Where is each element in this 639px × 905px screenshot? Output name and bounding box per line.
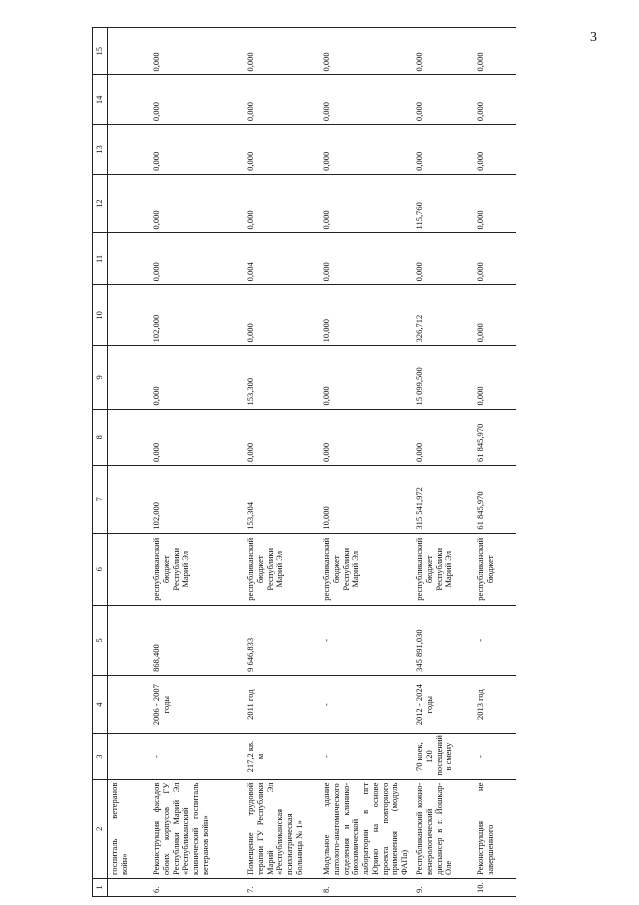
column-header: 15 (93, 28, 108, 76)
cell (108, 174, 151, 233)
cell-value: 326,712 (413, 285, 474, 346)
cell-capacity: 70 коек, 120 посещений в смену (413, 734, 474, 779)
cell-value: 0,000 (474, 285, 516, 346)
cell-value: 10,000 (320, 285, 413, 346)
cell-source: республиканский бюджет Республики Марий Эл (244, 533, 320, 605)
cell-estimate: 9 646,833 (244, 605, 320, 675)
cell-value: 0,000 (474, 346, 516, 409)
cell (108, 125, 151, 175)
cell-source: республиканский бюджет Республики Марий Эл (150, 533, 244, 605)
cell-value: 0,000 (320, 409, 413, 465)
cell-object-name: Помещение трудовой терапии ГУ Республики Марий Эл «Республиканская психиатрическая больница № 1» (244, 779, 320, 878)
column-header: 11 (93, 233, 108, 285)
cell-value: 0,000 (474, 233, 516, 285)
cell-value: 0,000 (150, 409, 244, 465)
cell-value: 153,304 (244, 465, 320, 533)
cell-period: 2013 год (474, 675, 516, 734)
cell-value: 15 099,500 (413, 346, 474, 409)
cell-value: 0,000 (244, 125, 320, 175)
cell-value: 0,000 (244, 28, 320, 76)
table-row (108, 28, 151, 897)
cell-value: 0,000 (413, 125, 474, 175)
cell-value: 0,000 (244, 75, 320, 125)
cell-value: 0,000 (150, 28, 244, 76)
cell-value: 0,000 (413, 409, 474, 465)
cell-estimate: - (320, 605, 413, 675)
cell-value: 0,000 (320, 125, 413, 175)
cell-period: 2012 - 2024 годы (413, 675, 474, 734)
column-header: 2 (93, 779, 108, 878)
cell-number: 7. (244, 878, 320, 896)
cell-number (108, 878, 151, 896)
cell-value: 102,000 (150, 285, 244, 346)
column-header: 1 (93, 878, 108, 896)
cell-value: 0,000 (150, 75, 244, 125)
cell-number: 10. (474, 878, 516, 896)
table-row (413, 28, 474, 897)
cell-value: 0,000 (474, 28, 516, 76)
column-header: 10 (93, 285, 108, 346)
cell-capacity: - (474, 734, 516, 779)
cell (108, 75, 151, 125)
investment-table (92, 27, 516, 897)
cell-object-name: госпиталь ветеранов войн» (108, 779, 151, 878)
cell (108, 409, 151, 465)
cell-value: 0,000 (413, 28, 474, 76)
cell-value: 61 845,970 (474, 465, 516, 533)
table-row (244, 28, 320, 897)
cell-value: 0,000 (413, 75, 474, 125)
cell-value: 315 541,972 (413, 465, 474, 533)
cell-capacity: - (320, 734, 413, 779)
cell-value: 0,000 (320, 346, 413, 409)
column-header: 4 (93, 675, 108, 734)
column-header: 14 (93, 75, 108, 125)
cell-estimate: 868,400 (150, 605, 244, 675)
cell-estimate: - (474, 605, 516, 675)
cell-value: 0,000 (150, 233, 244, 285)
cell-value: 0,000 (474, 174, 516, 233)
cell-value: 0,000 (320, 174, 413, 233)
cell-estimate: 345 891,030 (413, 605, 474, 675)
cell-value: 0,000 (244, 285, 320, 346)
rotated-table-wrapper (92, 27, 637, 897)
cell-number: 8. (320, 878, 413, 896)
cell-source: республиканский бюджет Республики Марий Эл (320, 533, 413, 605)
header-row (93, 28, 108, 897)
cell-value: 115,760 (413, 174, 474, 233)
column-header: 13 (93, 125, 108, 175)
cell (108, 734, 151, 779)
cell-capacity: 217,2 кв. м (244, 734, 320, 779)
cell-value: 0,000 (320, 28, 413, 76)
page-number: 3 (590, 30, 597, 45)
column-header: 5 (93, 605, 108, 675)
cell-value: 0,004 (244, 233, 320, 285)
table-row (150, 28, 244, 897)
cell-value: 102,000 (150, 465, 244, 533)
cell-value: 0,000 (244, 174, 320, 233)
cell-capacity: - (150, 734, 244, 779)
cell-value: 0,000 (150, 174, 244, 233)
cell-value: 0,000 (474, 75, 516, 125)
cell-value: 0,000 (413, 233, 474, 285)
cell-value: 0,000 (244, 409, 320, 465)
cell-source: республиканский бюджет Республики Марий Эл (413, 533, 474, 605)
column-header: 7 (93, 465, 108, 533)
cell-value: 61 845,970 (474, 409, 516, 465)
column-header: 12 (93, 174, 108, 233)
cell-source: республиканский бюджет (474, 533, 516, 605)
cell-value: 153,300 (244, 346, 320, 409)
cell (108, 675, 151, 734)
cell-value: 0,000 (150, 125, 244, 175)
cell-object-name: Реконструкция фасадов обоих корпусов ГУ Республики Марий Эл «Республиканский клинический госпиталь ветеранов войн» (150, 779, 244, 878)
column-header: 6 (93, 533, 108, 605)
cell-value: 0,000 (474, 125, 516, 175)
cell-period: 2011 год (244, 675, 320, 734)
cell-value: 0,000 (320, 75, 413, 125)
cell-object-name: Реконструкция не завершенного (474, 779, 516, 878)
cell-value: 10,000 (320, 465, 413, 533)
cell-number: 6. (150, 878, 244, 896)
cell-object-name: Модульное здание патолого-анатомического отделения и клинико-биохимической лаборатории в пгт Юрино на основе проекта повторного применения (модуль ФАПа) (320, 779, 413, 878)
cell-number: 9. (413, 878, 474, 896)
cell-period: - (320, 675, 413, 734)
cell-period: 2006 - 2007 годы (150, 675, 244, 734)
cell (108, 465, 151, 533)
column-header: 8 (93, 409, 108, 465)
cell-object-name: Республиканский кожно-венерологический диспансер в г. Йошкар-Оле (413, 779, 474, 878)
cell (108, 346, 151, 409)
column-header: 9 (93, 346, 108, 409)
cell-value: 0,000 (150, 346, 244, 409)
cell (108, 28, 151, 76)
cell (108, 285, 151, 346)
cell (108, 233, 151, 285)
cell-value: 0,000 (320, 233, 413, 285)
cell (108, 605, 151, 675)
table-row (474, 28, 516, 897)
table-row (320, 28, 413, 897)
column-header: 3 (93, 734, 108, 779)
cell (108, 533, 151, 605)
